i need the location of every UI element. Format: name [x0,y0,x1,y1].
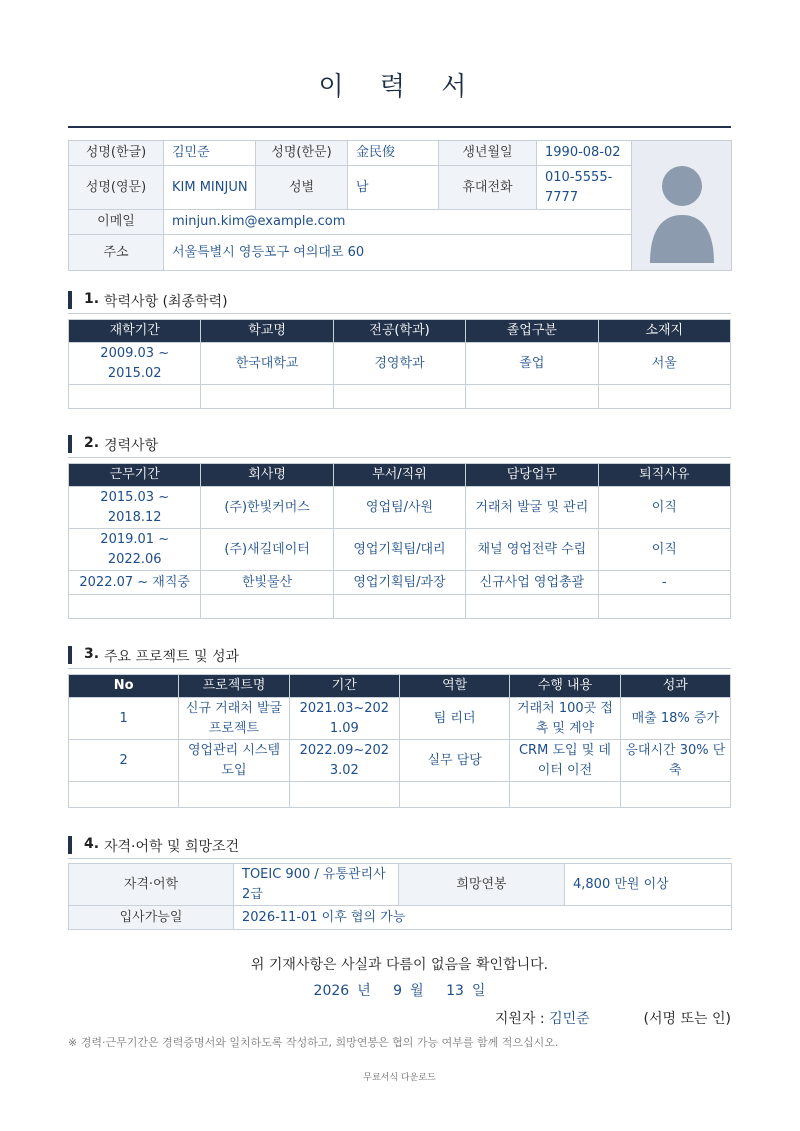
cell: (주)한빛커머스 [201,487,333,529]
signature-hint: (서명 또는 인) [643,1011,731,1027]
section-education-heading [68,291,731,311]
cell: 거래처 100곳 접촉 및 계약 [510,698,620,740]
cell: 응대시간 30% 단축 [620,740,730,782]
start-date-label: 입사가능일 [69,906,234,930]
col-header: No [69,675,179,698]
cell: 1 [69,698,179,740]
career-table [68,463,731,619]
empty-row [69,595,731,619]
salary-label: 희망연봉 [399,864,565,906]
section-title: 학력사항 (최종학력) [104,294,228,310]
col-header: 회사명 [201,464,333,487]
name-en-value: KIM MINJUN [164,166,256,210]
cell: 2021.03~2021.09 [289,698,399,740]
section-number: 4. [84,836,100,852]
table-row [69,740,731,782]
cell: 2022.07 ~ 재직중 [69,571,201,595]
cell: CRM 도입 및 데이터 이전 [510,740,620,782]
name-kr-label: 성명(한글) [69,141,164,166]
cell: (주)새길데이터 [201,529,333,571]
date-month-unit: 월 [410,983,424,999]
cell: 서울 [598,343,730,385]
section-projects-heading [68,646,731,666]
section-number: 2. [84,435,100,451]
section-qualifications-heading [68,836,731,856]
address-value: 서울특별시 영등포구 여의대로 60 [164,235,632,271]
gender-value: 남 [348,166,439,210]
col-header: 근무기간 [69,464,201,487]
applicant-label: 지원자 : [494,1011,545,1027]
cell: 2009.03 ~ 2015.02 [69,343,201,385]
col-header: 학교명 [201,320,333,343]
projects-table [68,674,731,808]
page-title: 이 력 서 [318,72,481,102]
cell: 2022.09~2023.02 [289,740,399,782]
address-label: 주소 [69,235,164,271]
section-title: 경력사항 [104,438,159,454]
personal-info-table [68,140,732,271]
name-kr-value: 김민준 [164,141,256,166]
col-header: 퇴직사유 [598,464,730,487]
section-number: 1. [84,291,100,307]
cell: 채널 영업전략 수립 [466,529,598,571]
applicant-name: 김민준 [549,1011,590,1027]
start-date-value: 2026-11-01 이후 협의 가능 [234,906,732,930]
col-header: 성과 [620,675,730,698]
cell: 2 [69,740,179,782]
cell: 이직 [598,529,730,571]
cell: 영업팀/사원 [333,487,465,529]
col-header: 졸업구분 [466,320,598,343]
phone-label: 휴대전화 [439,166,537,210]
col-header: 전공(학과) [333,320,465,343]
cell: 경영학과 [333,343,465,385]
empty-row [69,782,731,808]
section-title: 주요 프로젝트 및 성과 [104,649,240,665]
cell: 졸업 [466,343,598,385]
phone-value: 010-5555-7777 [537,166,632,210]
name-hanja-label: 성명(한문) [256,141,348,166]
section-title: 자격·어학 및 희망조건 [104,839,240,855]
col-header: 기간 [289,675,399,698]
date-year: 2026 [313,983,350,999]
cell: 신규사업 영업총괄 [466,571,598,595]
date-day: 13 [446,983,464,999]
cell: 이직 [598,487,730,529]
col-header: 수행 내용 [510,675,620,698]
date-day-unit: 일 [471,983,486,999]
cell: 한국대학교 [201,343,333,385]
name-hanja-value: 金民俊 [348,141,439,166]
cell: 매출 18% 증가 [620,698,730,740]
name-en-label: 성명(영문) [69,166,164,210]
table-row [69,343,731,385]
qualifications-table [68,863,732,930]
col-header: 담당업무 [466,464,598,487]
col-header: 부서/직위 [333,464,465,487]
title-rule [68,126,731,128]
col-header: 재학기간 [69,320,201,343]
email-label: 이메일 [69,210,164,235]
footer-text: 무료서식 다운로드 [363,1073,436,1083]
col-header: 프로젝트명 [179,675,289,698]
cell: 팀 리더 [399,698,509,740]
section-number: 3. [84,646,100,662]
col-header: 소재지 [598,320,730,343]
signature-date [68,980,731,1000]
cell: 영업관리 시스템 도입 [179,740,289,782]
salary-value: 4,800 만원 이상 [565,864,732,906]
date-month: 9 [393,983,403,999]
cell: - [598,571,730,595]
avatar-placeholder-icon [633,141,731,263]
date-year-unit: 년 [357,983,371,999]
photo-box [632,141,732,271]
cell: 실무 담당 [399,740,509,782]
cert-value: TOEIC 900 / 유통관리사 2급 [234,864,399,906]
education-table [68,319,731,409]
email-value: minjun.kim@example.com [164,210,632,235]
birth-label: 생년월일 [439,141,537,166]
empty-row [69,385,731,409]
cell: 거래처 발굴 및 관리 [466,487,598,529]
cell: 신규 거래처 발굴 프로젝트 [179,698,289,740]
gender-label: 성별 [256,166,348,210]
table-row [69,571,731,595]
table-row [69,698,731,740]
applicant-signature [495,1008,731,1028]
cert-label: 자격·어학 [69,864,234,906]
confirmation-statement: 위 기재사항은 사실과 다름이 없음을 확인합니다. [250,957,549,973]
section-career-heading [68,435,731,455]
cell: 2019.01 ~ 2022.06 [69,529,201,571]
col-header: 역할 [399,675,509,698]
cell: 영업기획팀/과장 [333,571,465,595]
birth-value: 1990-08-02 [537,141,632,166]
table-row [69,529,731,571]
table-row [69,487,731,529]
cell: 2015.03 ~ 2018.12 [69,487,201,529]
footnote: ※ 경력·근무기간은 경력증명서와 일치하도록 작성하고, 희망연봉은 협의 가능 여부를 함께 적으십시오. [68,1036,559,1049]
cell: 한빛물산 [201,571,333,595]
cell: 영업기획팀/대리 [333,529,465,571]
